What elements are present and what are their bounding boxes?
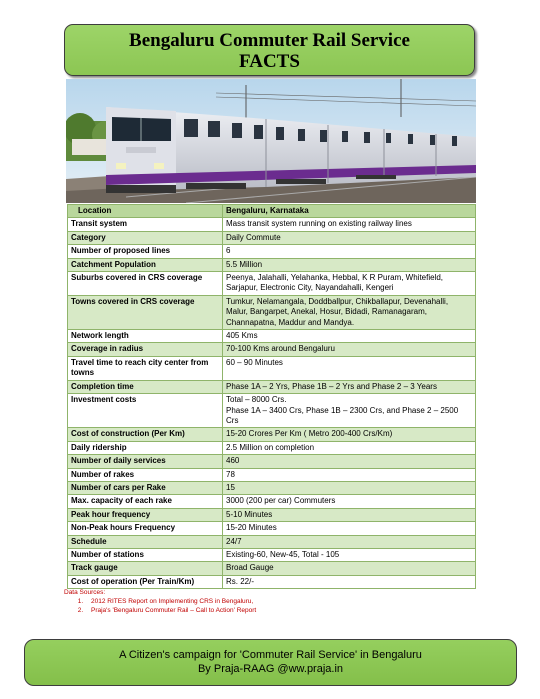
table-value-cell: 78 [223,468,476,481]
table-row [68,343,476,356]
investment-total: Total – 8000 Crs. [226,395,287,405]
table-row [68,380,476,393]
table-row [68,468,476,481]
table-row [68,548,476,561]
table-value-cell: Peenya, Jalahalli, Yelahanka, Hebbal, K R Puram, Whitefield, Sarjapur, Electronic City, Nayandahalli, Kengeri [223,272,476,296]
table-row [68,231,476,244]
table-key-cell: Peak hour frequency [68,508,223,521]
footer-banner [24,639,517,686]
sources-list [64,597,256,615]
table-key-cell: Network length [68,330,223,343]
table-value-cell: 15 [223,481,476,494]
source-item: 2. Praja's 'Bengaluru Commuter Rail – Call to Action' Report [85,606,256,615]
table-value-cell: 3000 (200 per car) Commuters [223,495,476,508]
table-key-cell: Number of stations [68,548,223,561]
table-key-cell: Max. capacity of each rake [68,495,223,508]
table-key-cell: Track gauge [68,562,223,575]
page-title: Bengaluru Commuter Rail Service [129,30,410,51]
table-key-cell: Completion time [68,380,223,393]
table-value-cell: Existing-60, New-45, Total - 105 [223,548,476,561]
table-key-cell: Suburbs covered in CRS coverage [68,272,223,296]
table-key-cell: Catchment Population [68,258,223,271]
table-value-cell: Daily Commute [223,231,476,244]
table-value-cell: Broad Gauge [223,562,476,575]
table-key-cell: Cost of operation (Per Train/Km) [68,575,223,588]
table-value-cell: 5-10 Minutes [223,508,476,521]
table-row [68,441,476,454]
table-value-cell: 5.5 Million [223,258,476,271]
table-key-cell: Daily ridership [68,441,223,454]
table-row [68,575,476,588]
commuter-train-photo [66,79,476,203]
table-key-cell: Transit system [68,218,223,231]
table-key-cell: Investment costs [68,394,223,428]
footer-campaign-text: A Citizen's campaign for 'Commuter Rail Service' in Bengaluru [119,649,422,661]
table-key-cell: Travel time to reach city center from towns [68,356,223,380]
sources-label: Data Sources: [64,589,106,596]
table-header-row [68,205,476,218]
table-key-cell: Towns covered in CRS coverage [68,295,223,329]
table-key-cell: Cost of construction (Per Km) [68,428,223,441]
table-row [68,295,476,329]
title-banner [64,24,475,76]
table-row [68,258,476,271]
table-row [68,535,476,548]
table-value-cell: 405 Kms [223,330,476,343]
table-row [68,481,476,494]
table-key-cell: Number of cars per Rake [68,481,223,494]
table-key-cell: Number of rakes [68,468,223,481]
table-value-cell: Tumkur, Nelamangala, Doddballpur, Chikballapur, Devenahalli, Malur, Bangarpet, Anekal, Hosur, Bidadi, Ramanagaram, Channapatna, Maddur and Mandya. [223,295,476,329]
table-key-cell: Number of daily services [68,455,223,468]
table-key-cell: Schedule [68,535,223,548]
table-row [68,562,476,575]
table-key-cell: Non-Peak hours Frequency [68,522,223,535]
table-value-cell: 15-20 Minutes [223,522,476,535]
source-item: 1. 2012 RITES Report on Implementing CRS in Bengaluru, [85,597,256,606]
table-key-cell: Coverage in radius [68,343,223,356]
table-row [68,428,476,441]
footer-byline: By Praja-RAAG @ww.praja.in [197,663,344,675]
table-value-cell [223,394,476,428]
table-value-cell: Rs. 22/- [223,575,476,588]
table-value-cell: Bengaluru, Karnataka [223,205,476,218]
table-key-cell: Number of proposed lines [68,245,223,258]
table-value-cell: 15-20 Crores Per Km ( Metro 200-400 Crs/Km) [223,428,476,441]
table-value-cell: 60 – 90 Minutes [223,356,476,380]
table-row [68,356,476,380]
investment-phases: Phase 1A – 3400 Crs, Phase 1B – 2300 Crs, and Phase 2 – 2500 Crs [226,405,459,425]
table-row [68,495,476,508]
table-key-cell: Category [68,231,223,244]
table-row [68,522,476,535]
table-row [68,455,476,468]
facts-table [67,204,476,589]
table-value-cell: Mass transit system running on existing railway lines [223,218,476,231]
table-row [68,272,476,296]
table-key-cell: Location [68,205,223,218]
table-value-cell: 24/7 [223,535,476,548]
data-sources [64,588,256,615]
page-subtitle: FACTS [239,51,300,72]
table-value-cell: 70-100 Kms around Bengaluru [223,343,476,356]
table-row [68,218,476,231]
table-row [68,330,476,343]
table-row [68,245,476,258]
table-value-cell: Phase 1A – 2 Yrs, Phase 1B – 2 Yrs and Phase 2 – 3 Years [223,380,476,393]
table-value-cell: 2.5 Million on completion [223,441,476,454]
table-value-cell: 460 [223,455,476,468]
table-row [68,508,476,521]
table-value-cell: 6 [223,245,476,258]
table-row [68,394,476,428]
